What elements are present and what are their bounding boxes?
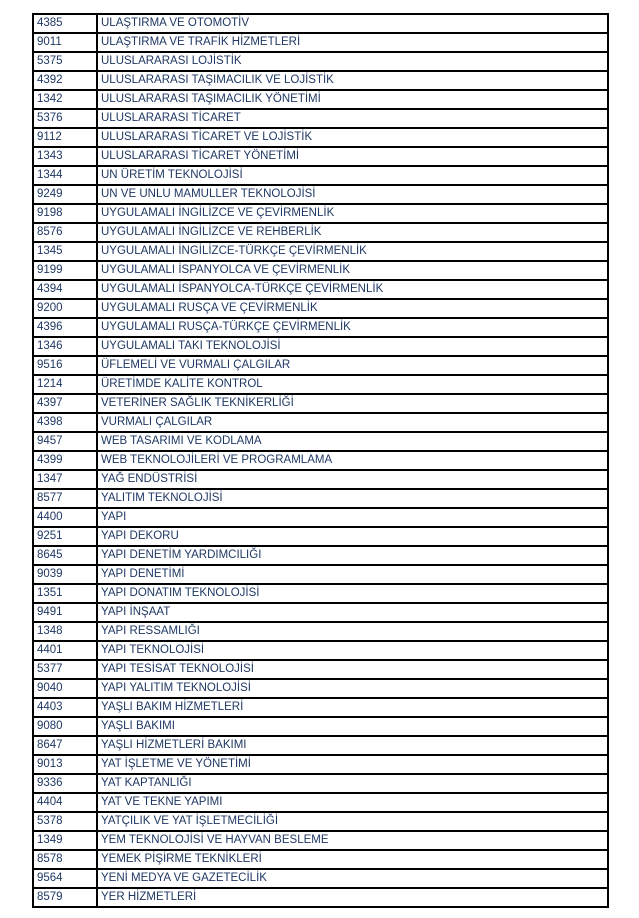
table-row	[33, 774, 608, 793]
name-cell: YAPI DENETİMİ	[97, 565, 608, 584]
code-cell: 8645	[33, 546, 97, 565]
code-cell: 4401	[33, 641, 97, 660]
code-cell: 8576	[33, 223, 97, 242]
code-cell: 4404	[33, 793, 97, 812]
name-cell: YEMEK PİŞİRME TEKNİKLERİ	[97, 850, 608, 869]
name-cell: UYGULAMALI İNGİLİZCE-TÜRKÇE ÇEVİRMENLİK	[97, 242, 608, 261]
code-cell: 1344	[33, 166, 97, 185]
name-cell: YAPI YALITIM TEKNOLOJİSİ	[97, 679, 608, 698]
table-row	[33, 147, 608, 166]
code-cell: 8577	[33, 489, 97, 508]
table-row	[33, 52, 608, 71]
table-row	[33, 660, 608, 679]
code-cell: 9200	[33, 299, 97, 318]
table-row	[33, 831, 608, 850]
name-cell: UYGULAMALI İNGİLİZCE VE ÇEVİRMENLİK	[97, 204, 608, 223]
table-row	[33, 242, 608, 261]
code-cell: 9564	[33, 869, 97, 888]
code-cell: 5375	[33, 52, 97, 71]
name-cell: UYGULAMALI İSPANYOLCA VE ÇEVİRMENLİK	[97, 261, 608, 280]
table-row	[33, 793, 608, 812]
code-cell: 4394	[33, 280, 97, 299]
name-cell: ULUSLARARASI TİCARET YÖNETİMİ	[97, 147, 608, 166]
name-cell: YAT KAPTANLIĞI	[97, 774, 608, 793]
code-cell: 1348	[33, 622, 97, 641]
table-row	[33, 128, 608, 147]
name-cell: YEM TEKNOLOJİSİ VE HAYVAN BESLEME	[97, 831, 608, 850]
table-row	[33, 90, 608, 109]
program-code-table	[32, 13, 609, 908]
code-cell: 9457	[33, 432, 97, 451]
code-cell: 9040	[33, 679, 97, 698]
table-row	[33, 603, 608, 622]
name-cell: YAPI DENETİM YARDIMCILIĞI	[97, 546, 608, 565]
table-row	[33, 489, 608, 508]
table-row	[33, 888, 608, 907]
table-row	[33, 280, 608, 299]
code-cell: 9198	[33, 204, 97, 223]
name-cell: UYGULAMALI RUSÇA VE ÇEVİRMENLİK	[97, 299, 608, 318]
name-cell: WEB TEKNOLOJİLERİ VE PROGRAMLAMA	[97, 451, 608, 470]
name-cell: YAPI TESİSAT TEKNOLOJİSİ	[97, 660, 608, 679]
name-cell: ULAŞTIRMA VE OTOMOTİV	[97, 14, 608, 33]
table-row	[33, 584, 608, 603]
name-cell: UN VE UNLU MAMULLER TEKNOLOJİSİ	[97, 185, 608, 204]
table-row	[33, 261, 608, 280]
name-cell: YAŞLI HİZMETLERİ BAKIMI	[97, 736, 608, 755]
name-cell: YAPI	[97, 508, 608, 527]
code-cell: 9199	[33, 261, 97, 280]
name-cell: ULAŞTIRMA VE TRAFİK HİZMETLERİ	[97, 33, 608, 52]
code-cell: 4385	[33, 14, 97, 33]
code-cell: 8579	[33, 888, 97, 907]
table-row	[33, 622, 608, 641]
code-cell: 1343	[33, 147, 97, 166]
name-cell: YAŞLI BAKIM HİZMETLERİ	[97, 698, 608, 717]
code-cell: 4403	[33, 698, 97, 717]
code-cell: 1342	[33, 90, 97, 109]
table-row	[33, 527, 608, 546]
code-cell: 5377	[33, 660, 97, 679]
name-cell: YAPI RESSAMLIĞI	[97, 622, 608, 641]
name-cell: YAPI TEKNOLOJİSİ	[97, 641, 608, 660]
code-cell: 9491	[33, 603, 97, 622]
code-cell: 4396	[33, 318, 97, 337]
name-cell: VURMALI ÇALGILAR	[97, 413, 608, 432]
name-cell: YALITIM TEKNOLOJİSİ	[97, 489, 608, 508]
table-row	[33, 641, 608, 660]
code-cell: 9112	[33, 128, 97, 147]
table-row	[33, 337, 608, 356]
code-cell: 9249	[33, 185, 97, 204]
code-cell: 1351	[33, 584, 97, 603]
table-row	[33, 185, 608, 204]
code-cell: 1346	[33, 337, 97, 356]
code-cell: 1349	[33, 831, 97, 850]
table-row	[33, 71, 608, 90]
table-row	[33, 223, 608, 242]
table-row	[33, 204, 608, 223]
name-cell: VETERİNER SAĞLIK TEKNİKERLİĞİ	[97, 394, 608, 413]
name-cell: ULUSLARARASI TİCARET	[97, 109, 608, 128]
name-cell: YAT VE TEKNE YAPIMI	[97, 793, 608, 812]
table-row	[33, 166, 608, 185]
code-cell: 1214	[33, 375, 97, 394]
table-row	[33, 565, 608, 584]
code-cell: 9039	[33, 565, 97, 584]
table-row	[33, 679, 608, 698]
code-cell: 9251	[33, 527, 97, 546]
name-cell: YAPI İNŞAAT	[97, 603, 608, 622]
code-cell: 4398	[33, 413, 97, 432]
table-row	[33, 375, 608, 394]
code-cell: 9013	[33, 755, 97, 774]
name-cell: YAŞLI BAKIMI	[97, 717, 608, 736]
name-cell: YAPI DONATIM TEKNOLOJİSİ	[97, 584, 608, 603]
name-cell: ULUSLARARASI TAŞIMACILIK VE LOJİSTİK	[97, 71, 608, 90]
table-row	[33, 850, 608, 869]
table-row	[33, 451, 608, 470]
name-cell: ÜRETİMDE KALİTE KONTROL	[97, 375, 608, 394]
code-cell: 4392	[33, 71, 97, 90]
name-cell: UYGULAMALI İSPANYOLCA-TÜRKÇE ÇEVİRMENLİK	[97, 280, 608, 299]
code-cell: 1345	[33, 242, 97, 261]
name-cell: ULUSLARARASI TAŞIMACILIK YÖNETİMİ	[97, 90, 608, 109]
code-cell: 9011	[33, 33, 97, 52]
code-cell: 9080	[33, 717, 97, 736]
table-row	[33, 413, 608, 432]
table-row	[33, 318, 608, 337]
name-cell: UN ÜRETİM TEKNOLOJİSİ	[97, 166, 608, 185]
table-row	[33, 14, 608, 33]
table-row	[33, 717, 608, 736]
name-cell: YATÇILIK VE YAT İŞLETMECİLİĞİ	[97, 812, 608, 831]
code-cell: 4400	[33, 508, 97, 527]
name-cell: UYGULAMALI TAKI TEKNOLOJİSİ	[97, 337, 608, 356]
code-cell: 9336	[33, 774, 97, 793]
table-row	[33, 356, 608, 375]
code-cell: 8578	[33, 850, 97, 869]
code-cell: 4399	[33, 451, 97, 470]
name-cell: YAT İŞLETME VE YÖNETİMİ	[97, 755, 608, 774]
table-row	[33, 869, 608, 888]
table-row	[33, 109, 608, 128]
program-table-body	[33, 14, 608, 907]
name-cell: YER HİZMETLERİ	[97, 888, 608, 907]
code-cell: 1347	[33, 470, 97, 489]
name-cell: ÜFLEMELİ VE VURMALI ÇALGILAR	[97, 356, 608, 375]
code-cell: 9516	[33, 356, 97, 375]
table-row	[33, 546, 608, 565]
name-cell: WEB TASARIMI VE KODLAMA	[97, 432, 608, 451]
table-row	[33, 698, 608, 717]
table-row	[33, 432, 608, 451]
code-cell: 5378	[33, 812, 97, 831]
table-row	[33, 812, 608, 831]
name-cell: YAPI DEKORU	[97, 527, 608, 546]
table-row	[33, 755, 608, 774]
table-row	[33, 508, 608, 527]
table-row	[33, 299, 608, 318]
name-cell: ULUSLARARASI LOJİSTİK	[97, 52, 608, 71]
name-cell: UYGULAMALI RUSÇA-TÜRKÇE ÇEVİRMENLİK	[97, 318, 608, 337]
table-row	[33, 470, 608, 489]
code-cell: 4397	[33, 394, 97, 413]
table-row	[33, 33, 608, 52]
name-cell: UYGULAMALI İNGİLİZCE VE REHBERLİK	[97, 223, 608, 242]
code-cell: 8647	[33, 736, 97, 755]
table-row	[33, 394, 608, 413]
table-row	[33, 736, 608, 755]
code-cell: 5376	[33, 109, 97, 128]
name-cell: ULUSLARARASI TİCARET VE LOJİSTİK	[97, 128, 608, 147]
name-cell: YENİ MEDYA VE GAZETECİLİK	[97, 869, 608, 888]
name-cell: YAĞ ENDÜSTRİSİ	[97, 470, 608, 489]
